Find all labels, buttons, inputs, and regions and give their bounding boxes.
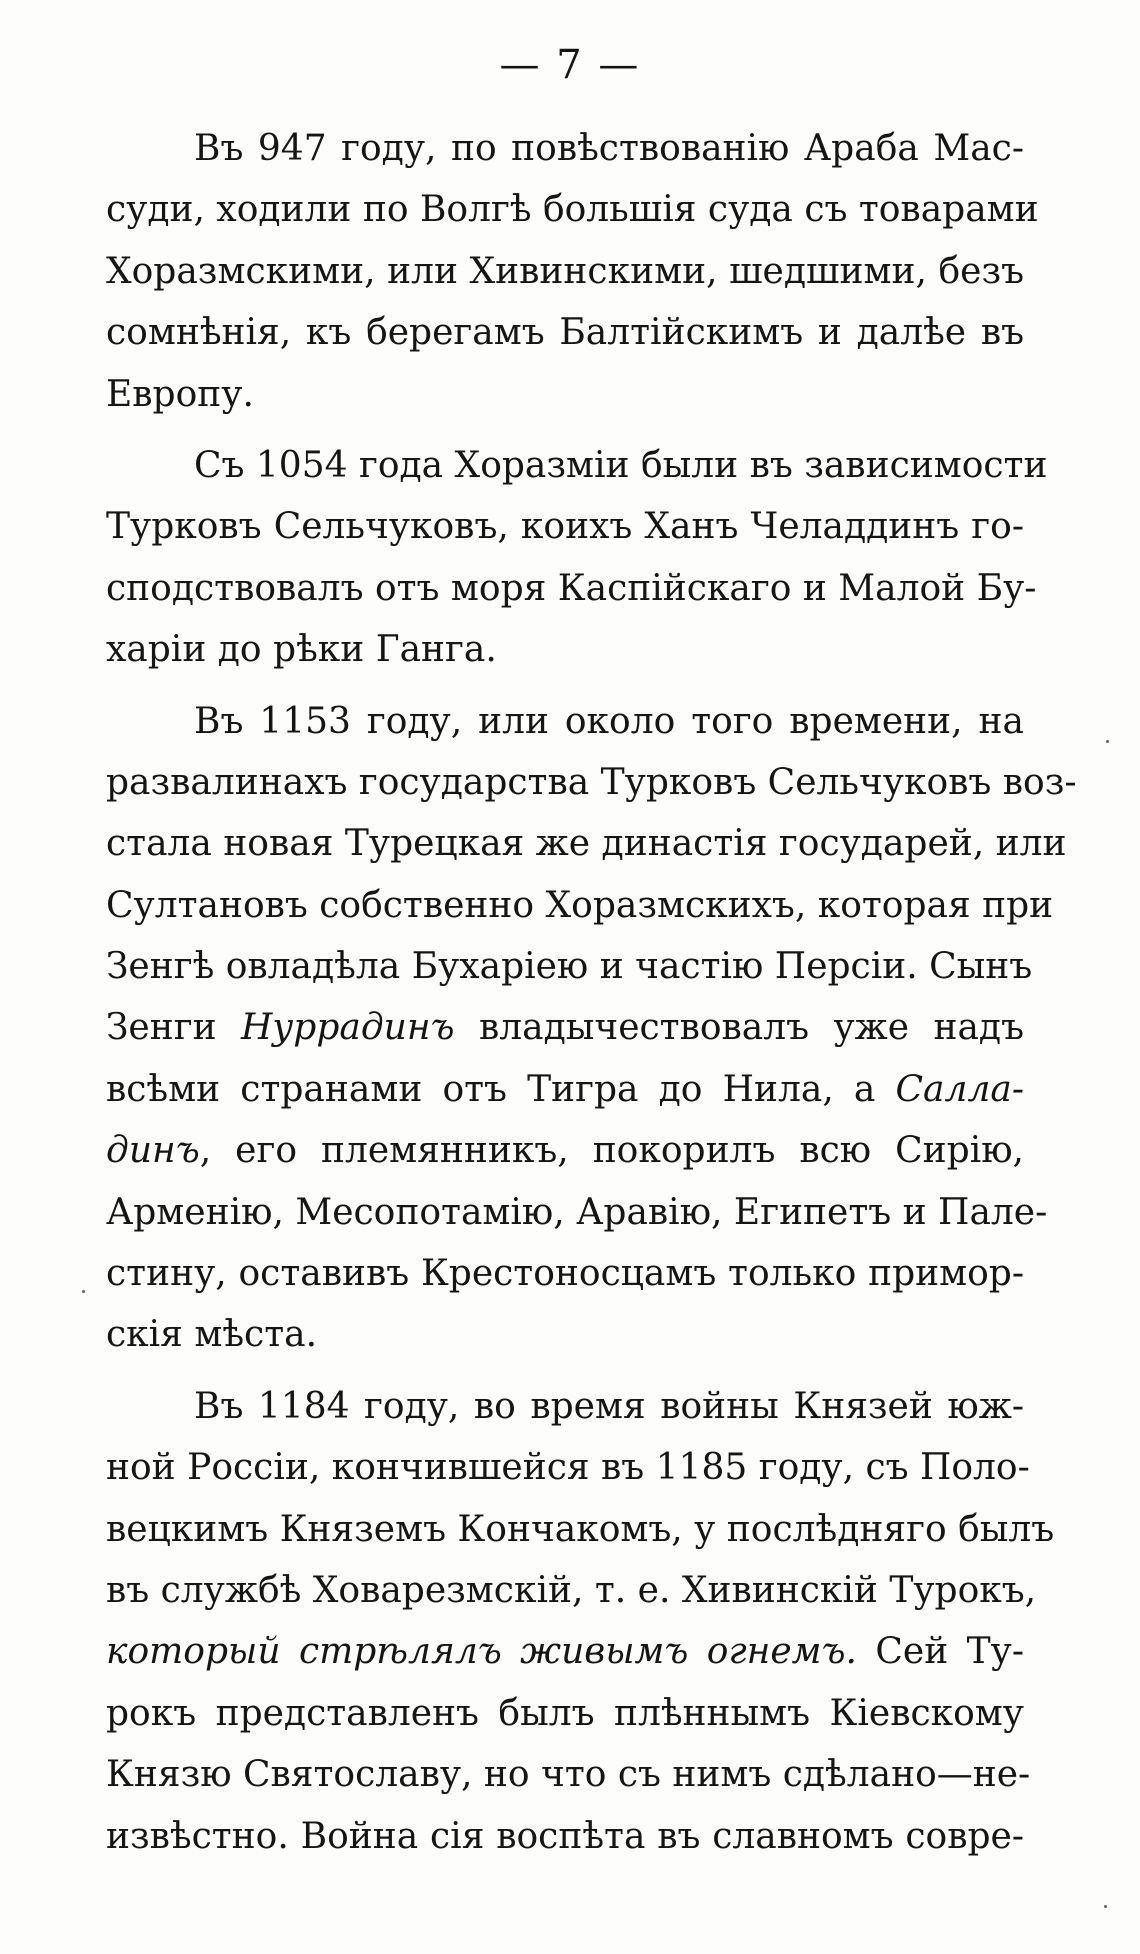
text-line: сомнѣнія, къ берегамъ Балтійскимъ и далѣе въ <box>106 312 1024 354</box>
text-line: ной Россіи, кончившейся въ 1185 году, съ Поло- <box>106 1447 1030 1489</box>
text-line: Въ 947 году, по повѣствованію Араба Мас- <box>194 128 1024 169</box>
paragraph-gap <box>106 1366 1024 1376</box>
italic-emphasis: динъ <box>106 1130 200 1172</box>
text-run: Сей Ту- <box>856 1631 1024 1673</box>
text-run: владычествовалъ уже надъ <box>454 1007 1024 1049</box>
text-line: стину, оставивъ Крестоносцамъ только примор- <box>106 1253 1024 1295</box>
text-line: стала новая Турецкая же династія государей, или <box>106 823 1067 865</box>
paragraph-gap <box>106 681 1024 691</box>
margin-speck <box>1106 740 1109 743</box>
text-line: скія мѣста. <box>106 1314 318 1356</box>
text-line: Зенгѣ овладѣла Бухаріею и частію Персіи. Сынъ <box>106 946 1033 988</box>
text-line: Арменію, Месопотамію, Аравію, Египетъ и Пале- <box>106 1191 1048 1233</box>
text-line: сподствовалъ отъ моря Каспійскаго и Малой Бу- <box>106 567 1037 609</box>
margin-speck <box>82 1290 85 1293</box>
text-line: рокъ представленъ былъ плѣннымъ Кіевскому <box>106 1692 1024 1734</box>
text-line: харіи до рѣки Ганга. <box>106 629 497 671</box>
text-line: суди, ходили по Волгѣ большія суда съ товарами <box>106 189 1039 231</box>
margin-speck <box>1104 1905 1107 1908</box>
text-line: развалинахъ государства Турковъ Сельчуковъ воз- <box>106 761 1077 803</box>
text-line: въ службѣ Ховарезмскій, т. е. Хивинскій Турокъ, <box>106 1569 1037 1611</box>
text-line: извѣстно. Война сія воспѣта въ славномъ совре- <box>106 1815 1024 1857</box>
text-line: Съ 1054 года Хоразміи были въ зависимости <box>194 444 1048 486</box>
text-line <box>106 1621 1024 1682</box>
text-run: , его племянникъ, покорилъ всю Сирію, <box>199 1130 1024 1172</box>
paragraph-gap <box>106 425 1024 435</box>
text-line: Султановъ собственно Хоразмскихъ, которая при <box>106 884 1054 926</box>
text-line: Въ 1184 году, во время войны Князей юж- <box>194 1385 1024 1427</box>
text-line: Въ 1153 году, или около того времени, на <box>194 700 1024 742</box>
text-line <box>106 1120 1024 1181</box>
italic-emphasis: который стрѣлялъ живымъ огнемъ. <box>106 1631 857 1673</box>
body-text <box>106 118 1077 1867</box>
text-line: Хоразмскими, или Хивинскими, шедшими, безъ <box>106 250 1024 292</box>
text-line: Европу. <box>106 373 254 415</box>
page-number: — 7 — <box>499 42 641 88</box>
text-line <box>106 997 1024 1058</box>
text-run: всѣми странами отъ Тигра до Нила, а <box>106 1068 896 1110</box>
text-line: Турковъ Сельчуковъ, коихъ Ханъ Челаддинъ го- <box>106 506 1024 548</box>
italic-emphasis: Салла- <box>895 1068 1024 1110</box>
text-line: Князю Святославу, но что съ нимъ сдѣлано—не- <box>106 1754 1031 1796</box>
italic-emphasis: Нуррадинъ <box>241 1007 455 1049</box>
text-line: вецкимъ Княземъ Кончакомъ, у послѣдняго былъ <box>106 1508 1055 1550</box>
text-run: Зенги <box>106 1007 242 1049</box>
text-line <box>106 1059 1024 1120</box>
